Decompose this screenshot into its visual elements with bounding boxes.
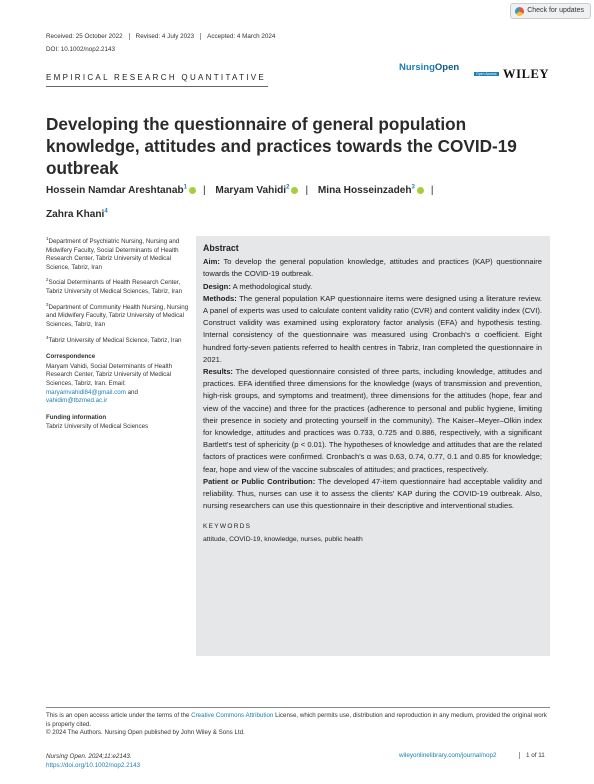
email-link[interactable]: vahidim@tbzmed.ac.ir: [46, 397, 108, 405]
abstract-panel: [196, 236, 550, 656]
affiliation: $^3$Department of Community Health Nursing, Nursing and Midwifery Faculty, Tabriz University of Medical Sciences, Tabriz, Iran: [46, 301, 189, 328]
check-for-updates-label: Check for updates: [527, 7, 584, 14]
affiliation: $^1$Department of Psychiatric Nursing, Nursing and Midwifery Faculty, Social Determinants of Health Research Center, Tabriz University of Medical Science, Tabriz, Iran: [46, 236, 180, 271]
accepted-date: Accepted: 4 March 2024: [207, 33, 276, 40]
author-name[interactable]: Hossein Namdar Areshtanab$^1$: [46, 185, 187, 197]
open-access-badge: Open Access: [476, 72, 497, 76]
crossmark-icon: [515, 7, 524, 16]
section-label: EMPIRICAL RESEARCH QUANTITATIVE: [46, 73, 267, 82]
author-name[interactable]: Zahra Khani$^4$: [46, 208, 108, 220]
journal-site-link[interactable]: wileyonlinelibrary.com/journal/nop2: [399, 752, 497, 759]
journal-logo[interactable]: [399, 62, 497, 76]
correspondence-text: Maryam Vahidi, Social Determinants of Health Research Center, Tabriz University of Medical Sciences, Tabriz, Iran. Email: maryamvahidi84@gmail.com and vahidim@tbzmed.ac.ir: [46, 362, 173, 405]
license-link[interactable]: Creative Commons Attribution: [191, 712, 274, 719]
author-name[interactable]: Mina Hosseinzadeh$^3$: [317, 185, 415, 197]
email-link[interactable]: maryamvahidi84@gmail.com: [46, 388, 126, 396]
author-separator: |: [430, 185, 434, 197]
abstract-heading: Abstract: [203, 243, 239, 253]
affiliations-column: [46, 235, 194, 436]
author-separator: |: [305, 185, 309, 197]
received-date: Received: 25 October 2022: [46, 33, 130, 40]
journal-citation: [46, 752, 140, 770]
license-notice: This is an open access article under the terms of the Creative Commons Attribution License, which permits use, distribution and reproduction in any medium, provided the original work is properly cited. © 2024 The Authors. Nursing Open published by John Wiley & Sons Ltd.: [46, 712, 550, 738]
affiliation: $^4$Tabriz University of Medical Science, Tabriz, Iran: [46, 334, 182, 344]
journal-logo-nursing: Nursing: [399, 62, 435, 73]
page-number: 1 of 11: [519, 752, 545, 759]
journal-logo-open: Open: [434, 62, 460, 73]
author-name[interactable]: Maryam Vahidi$^2$: [215, 185, 290, 197]
orcid-icon[interactable]: [291, 187, 298, 194]
article-title: Developing the questionnaire of general population knowledge, attitudes and practices towards the COVID-19 outbreak: [46, 114, 517, 178]
article-doi: DOI: 10.1002/nop2.2143: [46, 46, 115, 53]
keywords-heading: KEYWORDS: [203, 523, 252, 531]
journal-doi-link[interactable]: https://doi.org/10.1002/nop2.2143: [46, 762, 141, 769]
abstract-results: Results: The developed questionnaire consisted of three parts, including knowledge, attitudes and practices. EFA identified three dimensions for the knowledge (ways of transmission and prevention, high-risk groups, and symptoms and treatment), three dimensions for the attitudes (hope, fear and view of the vaccine) and three for the practices (adherence to personal and public hygiene, limiting their presence in society and protecting yourself in the community). The Kaiser–Meyer–Olkin index for knowledge, attitudes and practices was 0.733, 0.725 and 0.886, respectively, with a significant Bartlett's test of sphericity (p < 0.01). The hypotheses of knowledge and attitudes that are the related factors of practices were confirmed. Cronbach's α was 0.63, 0.74, 0.77, 0.1 and 0.85 for knowledge; fear, hope and view of the vaccine subscales of attitudes; and practices, respectively.: [203, 367, 542, 474]
journal-reference: Nursing Open. 2024;11:e2143.: [46, 753, 132, 760]
publisher-logo[interactable]: WILEY: [503, 67, 550, 81]
keywords-list: attitude, COVID-19, knowledge, nurses, public health: [203, 535, 363, 543]
abstract-aim: Aim: To develop the general population knowledge, attitudes and practices (KAP) questionnaire towards the COVID-19 outbreak.: [203, 257, 542, 279]
author-separator: |: [202, 185, 206, 197]
correspondence-heading: Correspondence: [46, 353, 96, 361]
orcid-icon[interactable]: [189, 187, 196, 194]
funding-heading: Funding information: [46, 413, 107, 421]
orcid-icon[interactable]: [417, 187, 424, 194]
abstract-methods: Methods: The general population KAP questionnaire items were designed using a literature review. A panel of experts was used to calculate content validity ratio (CVR) and content validity index (CVI). Construct validity was examined using exploratory factor analysis (EFA) and hypothesis testing. Internal consistency of the questionnaire was measured using Cronbach's α coefficient. Eight hundred forty-seven patients referred to health centres in Tabriz, Iran completed the questionnaire in 2021.: [203, 293, 542, 364]
abstract-contribution: Patient or Public Contribution: The developed 47-item questionnaire had acceptable validity and reliability. Thus, nurses can use it to assess the clients' KAP during the COVID-19 outbreak. Also, nursing researchers can use this questionnaire in their descriptive and interventional studies.: [203, 476, 542, 511]
section-rule: [46, 86, 268, 87]
footer-rule: [46, 707, 550, 708]
article-dates: [46, 33, 287, 40]
affiliation: $^2$Social Determinants of Health Research Center, Tabriz University of Medical Sciences, Tabriz, Iran: [46, 277, 183, 296]
abstract-design: Design: A methodological study.: [203, 281, 313, 291]
revised-date: Revised: 4 July 2023: [136, 33, 201, 40]
check-for-updates-button[interactable]: [510, 3, 591, 19]
funding-text: Tabriz University of Medical Sciences: [46, 423, 149, 431]
author-list: [46, 178, 546, 225]
copyright: © 2024 The Authors. Nursing Open published by John Wiley & Sons Ltd.: [46, 729, 245, 737]
